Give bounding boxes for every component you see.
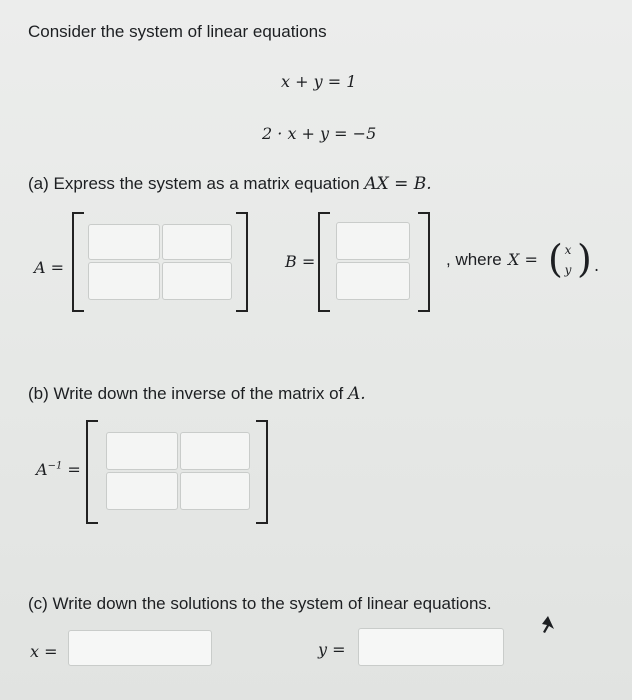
matrix-a-left-bracket [72, 212, 84, 312]
equation-2: 2 · x + y = −5 [262, 124, 377, 143]
x-vector-period: . [594, 256, 600, 275]
inverse-label-equals: = [67, 460, 81, 479]
matrix-b-right-bracket [418, 212, 430, 312]
matrix-a-cell-21[interactable] [88, 262, 160, 300]
inverse-label-superscript: −1 [47, 460, 63, 472]
matrix-a-right-bracket [236, 212, 248, 312]
part-a-prompt [28, 174, 432, 194]
solution-x-label: x = [30, 642, 58, 661]
part-a-prompt-text: (a) Express the system as a matrix equation [28, 174, 360, 193]
matrix-b-cell-2[interactable] [336, 262, 410, 300]
inverse-cell-21[interactable] [106, 472, 178, 510]
solution-y-input[interactable] [358, 628, 504, 666]
where-text: , where [446, 250, 502, 269]
x-vector-entry-x: x [564, 243, 572, 257]
inverse-cell-12[interactable] [180, 432, 250, 470]
equation-1: x + y = 1 [281, 72, 357, 91]
inverse-cell-11[interactable] [106, 432, 178, 470]
matrix-a-cell-11[interactable] [88, 224, 160, 260]
inverse-left-bracket [86, 420, 98, 524]
matrix-b-left-bracket [318, 212, 330, 312]
part-b-prompt [28, 384, 366, 404]
part-b-prompt-text: (b) Write down the inverse of the matrix of [28, 384, 344, 403]
matrix-a-label: A = [34, 258, 65, 277]
intro-text: Consider the system of linear equations [28, 22, 327, 41]
matrix-b-cell-1[interactable] [336, 222, 410, 260]
matrix-a-cell-12[interactable] [162, 224, 232, 260]
x-vector-right-paren: ) [577, 237, 592, 281]
solution-y-label: y = [318, 640, 346, 659]
inverse-right-bracket [256, 420, 268, 524]
x-vector-label: X = [508, 250, 538, 269]
inverse-cell-22[interactable] [180, 472, 250, 510]
mouse-pointer-icon [540, 615, 556, 635]
matrix-a-cell-22[interactable] [162, 262, 232, 300]
x-vector-entry-y: y [564, 263, 572, 277]
x-vector-left-paren: ( [548, 237, 563, 281]
solution-x-input[interactable] [68, 630, 212, 666]
matrix-b-label: B = [285, 252, 316, 271]
part-a-prompt-math: AX = B. [364, 174, 432, 194]
part-c-prompt: (c) Write down the solutions to the system of linear equations. [28, 594, 492, 613]
part-b-prompt-math: A. [348, 384, 366, 404]
inverse-label [36, 460, 81, 479]
inverse-label-base: A [36, 460, 48, 479]
